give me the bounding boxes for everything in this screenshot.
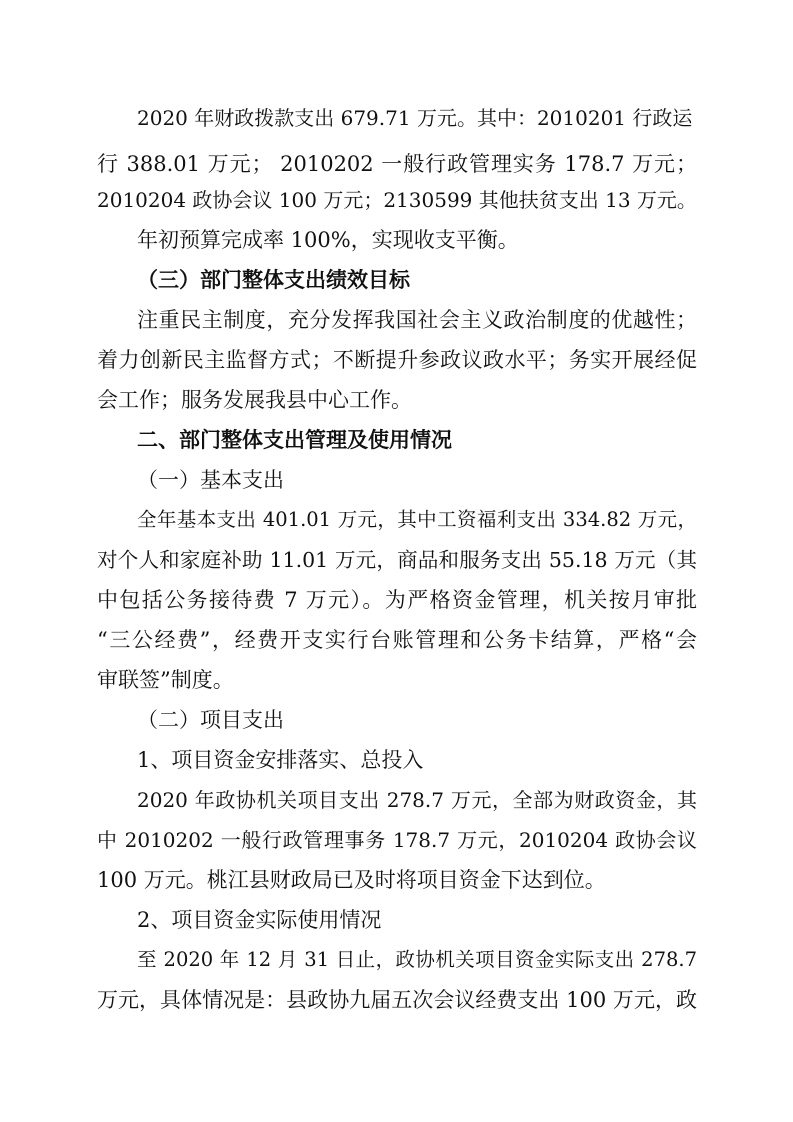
p1-line1: 2020 年财政拨款支出 679.71 万元。其中：2010201 行政运 [137, 106, 693, 130]
p4-line5: 审联签”制度。 [97, 668, 234, 692]
p5-line3: 100 万元。桃江县财政局已及时将项目资金下达到位。 [97, 868, 606, 892]
heading-1-basic: （一）基本支出 [137, 468, 284, 492]
p3-line3: 会工作；服务发展我县中心工作。 [97, 388, 412, 412]
p4-line1: 全年基本支出 401.01 万元，其中工资福利支出 334.82 万元， [137, 508, 697, 531]
p1-line3: 2010204 政协会议 100 万元；2130599 其他扶贫支出 13 万元。 [97, 188, 697, 212]
p6-line1: 至 2020 年 12 月 31 日止，政协机关项目资金实际支出 278.7 [137, 948, 697, 971]
heading-section-2: 二、部门整体支出管理及使用情况 [137, 428, 452, 452]
p1-line2: 行 388.01 万元； 2010202 一般行政管理实务 178.7 万元； [97, 152, 697, 176]
subheading-1: 1、项目资金安排落实、总投入 [137, 748, 424, 772]
heading-3: （三）部门整体支出绩效目标 [137, 268, 410, 292]
p3-line2: 着力创新民主监督方式；不断提升参政议政水平；务实开展经促 [97, 348, 697, 372]
p2-line1: 年初预算完成率 100%，实现收支平衡。 [137, 228, 519, 252]
p4-line3: 中包括公务接待费 7 万元）。为严格资金管理，机关按月审批 [97, 588, 697, 612]
subheading-2: 2、项目资金实际使用情况 [137, 908, 382, 932]
p3-line1: 注重民主制度，充分发挥我国社会主义政治制度的优越性； [137, 308, 697, 332]
heading-2-project: （二）项目支出 [137, 708, 284, 732]
p4-line2: 对个人和家庭补助 11.01 万元，商品和服务支出 55.18 万元（其 [97, 548, 697, 572]
p5-line2: 中 2010202 一般行政管理事务 178.7 万元，2010204 政协会议 [97, 828, 697, 852]
p5-line1: 2020 年政协机关项目支出 278.7 万元，全部为财政资金，其 [137, 788, 697, 812]
p4-line4: “三公经费”，经费开支实行台账管理和公务卡结算，严格“会 [97, 628, 697, 652]
p6-line2: 万元，具体情况是：县政协九届五次会议经费支出 100 万元，政 [97, 988, 697, 1012]
